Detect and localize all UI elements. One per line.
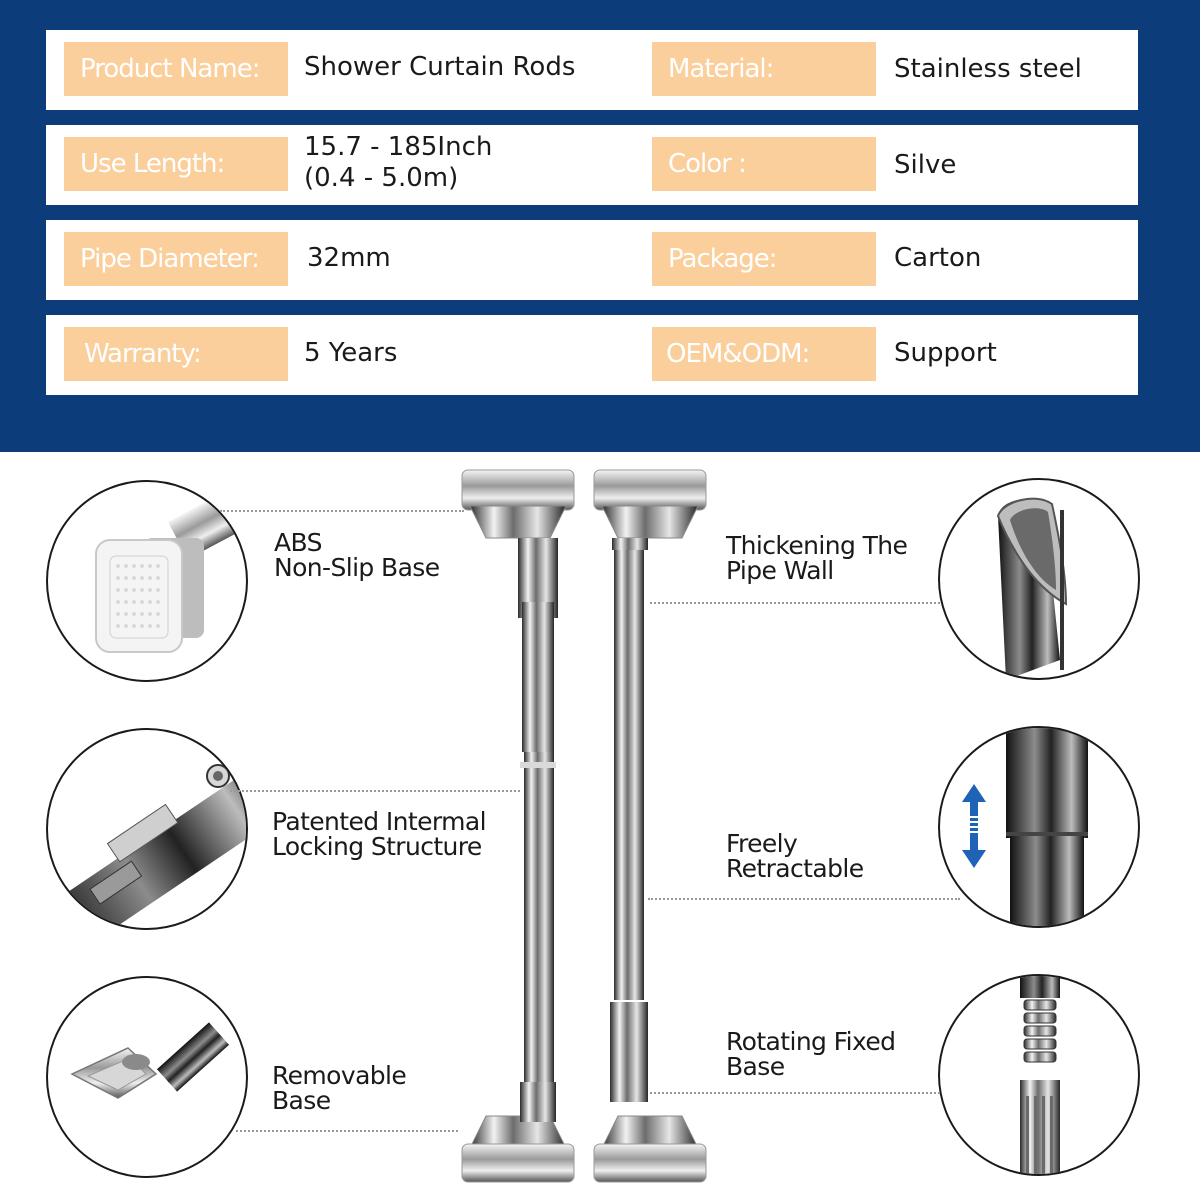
product-name-key: Product Name:: [64, 42, 288, 96]
removable-base-icon: [48, 978, 248, 1178]
threaded-screw-icon: [940, 976, 1140, 1176]
retractable-leader: [648, 898, 960, 900]
use-length-value-metric: (0.4 - 5.0m): [304, 163, 459, 193]
left-rod: [462, 470, 574, 1182]
right-rod: [594, 470, 706, 1182]
abs-base-leader: [220, 510, 464, 512]
rotating-label-line1: Rotating Fixed: [726, 1027, 896, 1056]
material-key: Material:: [652, 42, 876, 96]
warranty-value: 5 Years: [304, 338, 398, 368]
telescoping-arrow-icon: [940, 728, 1140, 928]
use-length-key: Use Length:: [64, 137, 288, 191]
removable-leader: [236, 1130, 458, 1132]
pipe-cross-section-icon: [940, 480, 1140, 680]
warranty-key: Warranty:: [64, 327, 288, 381]
spec-row-3: [46, 220, 1138, 300]
removable-circle: [46, 976, 248, 1178]
spec-table-band: [0, 0, 1200, 452]
pipe-diameter-key: Pipe Diameter:: [64, 232, 288, 286]
package-value: Carton: [894, 243, 982, 273]
color-value: Silve: [894, 150, 957, 180]
abs-base-circle: [46, 480, 248, 682]
product-name-value: Shower Curtain Rods: [304, 52, 576, 82]
locking-circle: [46, 728, 248, 930]
shower-rods-illustration: [452, 462, 720, 1192]
pipe-wall-circle: [938, 478, 1140, 680]
locking-mechanism-icon: [48, 730, 248, 930]
rotating-label-line2: Base: [726, 1052, 785, 1081]
curtain-rod-icon: [452, 462, 720, 1192]
pipe-diameter-value: 32mm: [307, 243, 391, 273]
rotating-circle: [938, 974, 1140, 1176]
material-value: Stainless steel: [894, 54, 1082, 84]
spec-row-1: [46, 30, 1138, 110]
spec-row-2: [46, 125, 1138, 205]
rubber-pad-icon: [48, 482, 248, 682]
abs-base-label-line2: Non-Slip Base: [274, 553, 440, 582]
pipe-wall-label-line1: Thickening The: [726, 531, 908, 560]
locking-label-line1: Patented Intermal: [272, 807, 486, 836]
pipe-wall-label-line2: Pipe Wall: [726, 556, 834, 585]
abs-base-label-line1: ABS: [274, 528, 322, 557]
retractable-circle: [938, 726, 1140, 928]
oem-odm-key: OEM&ODM:: [652, 327, 876, 381]
rotating-leader: [650, 1092, 940, 1094]
package-key: Package:: [652, 232, 876, 286]
retractable-label-line2: Retractable: [726, 854, 864, 883]
color-key: Color :: [652, 137, 876, 191]
spec-row-4: [46, 315, 1138, 395]
locking-label-line2: Locking Structure: [272, 832, 482, 861]
pipe-wall-leader: [650, 602, 940, 604]
use-length-value-inch: 15.7 - 185Inch: [304, 132, 493, 162]
oem-odm-value: Support: [894, 338, 997, 368]
removable-label-line2: Base: [272, 1086, 331, 1115]
removable-label-line1: Removable: [272, 1061, 407, 1090]
retractable-label-line1: Freely: [726, 829, 798, 858]
